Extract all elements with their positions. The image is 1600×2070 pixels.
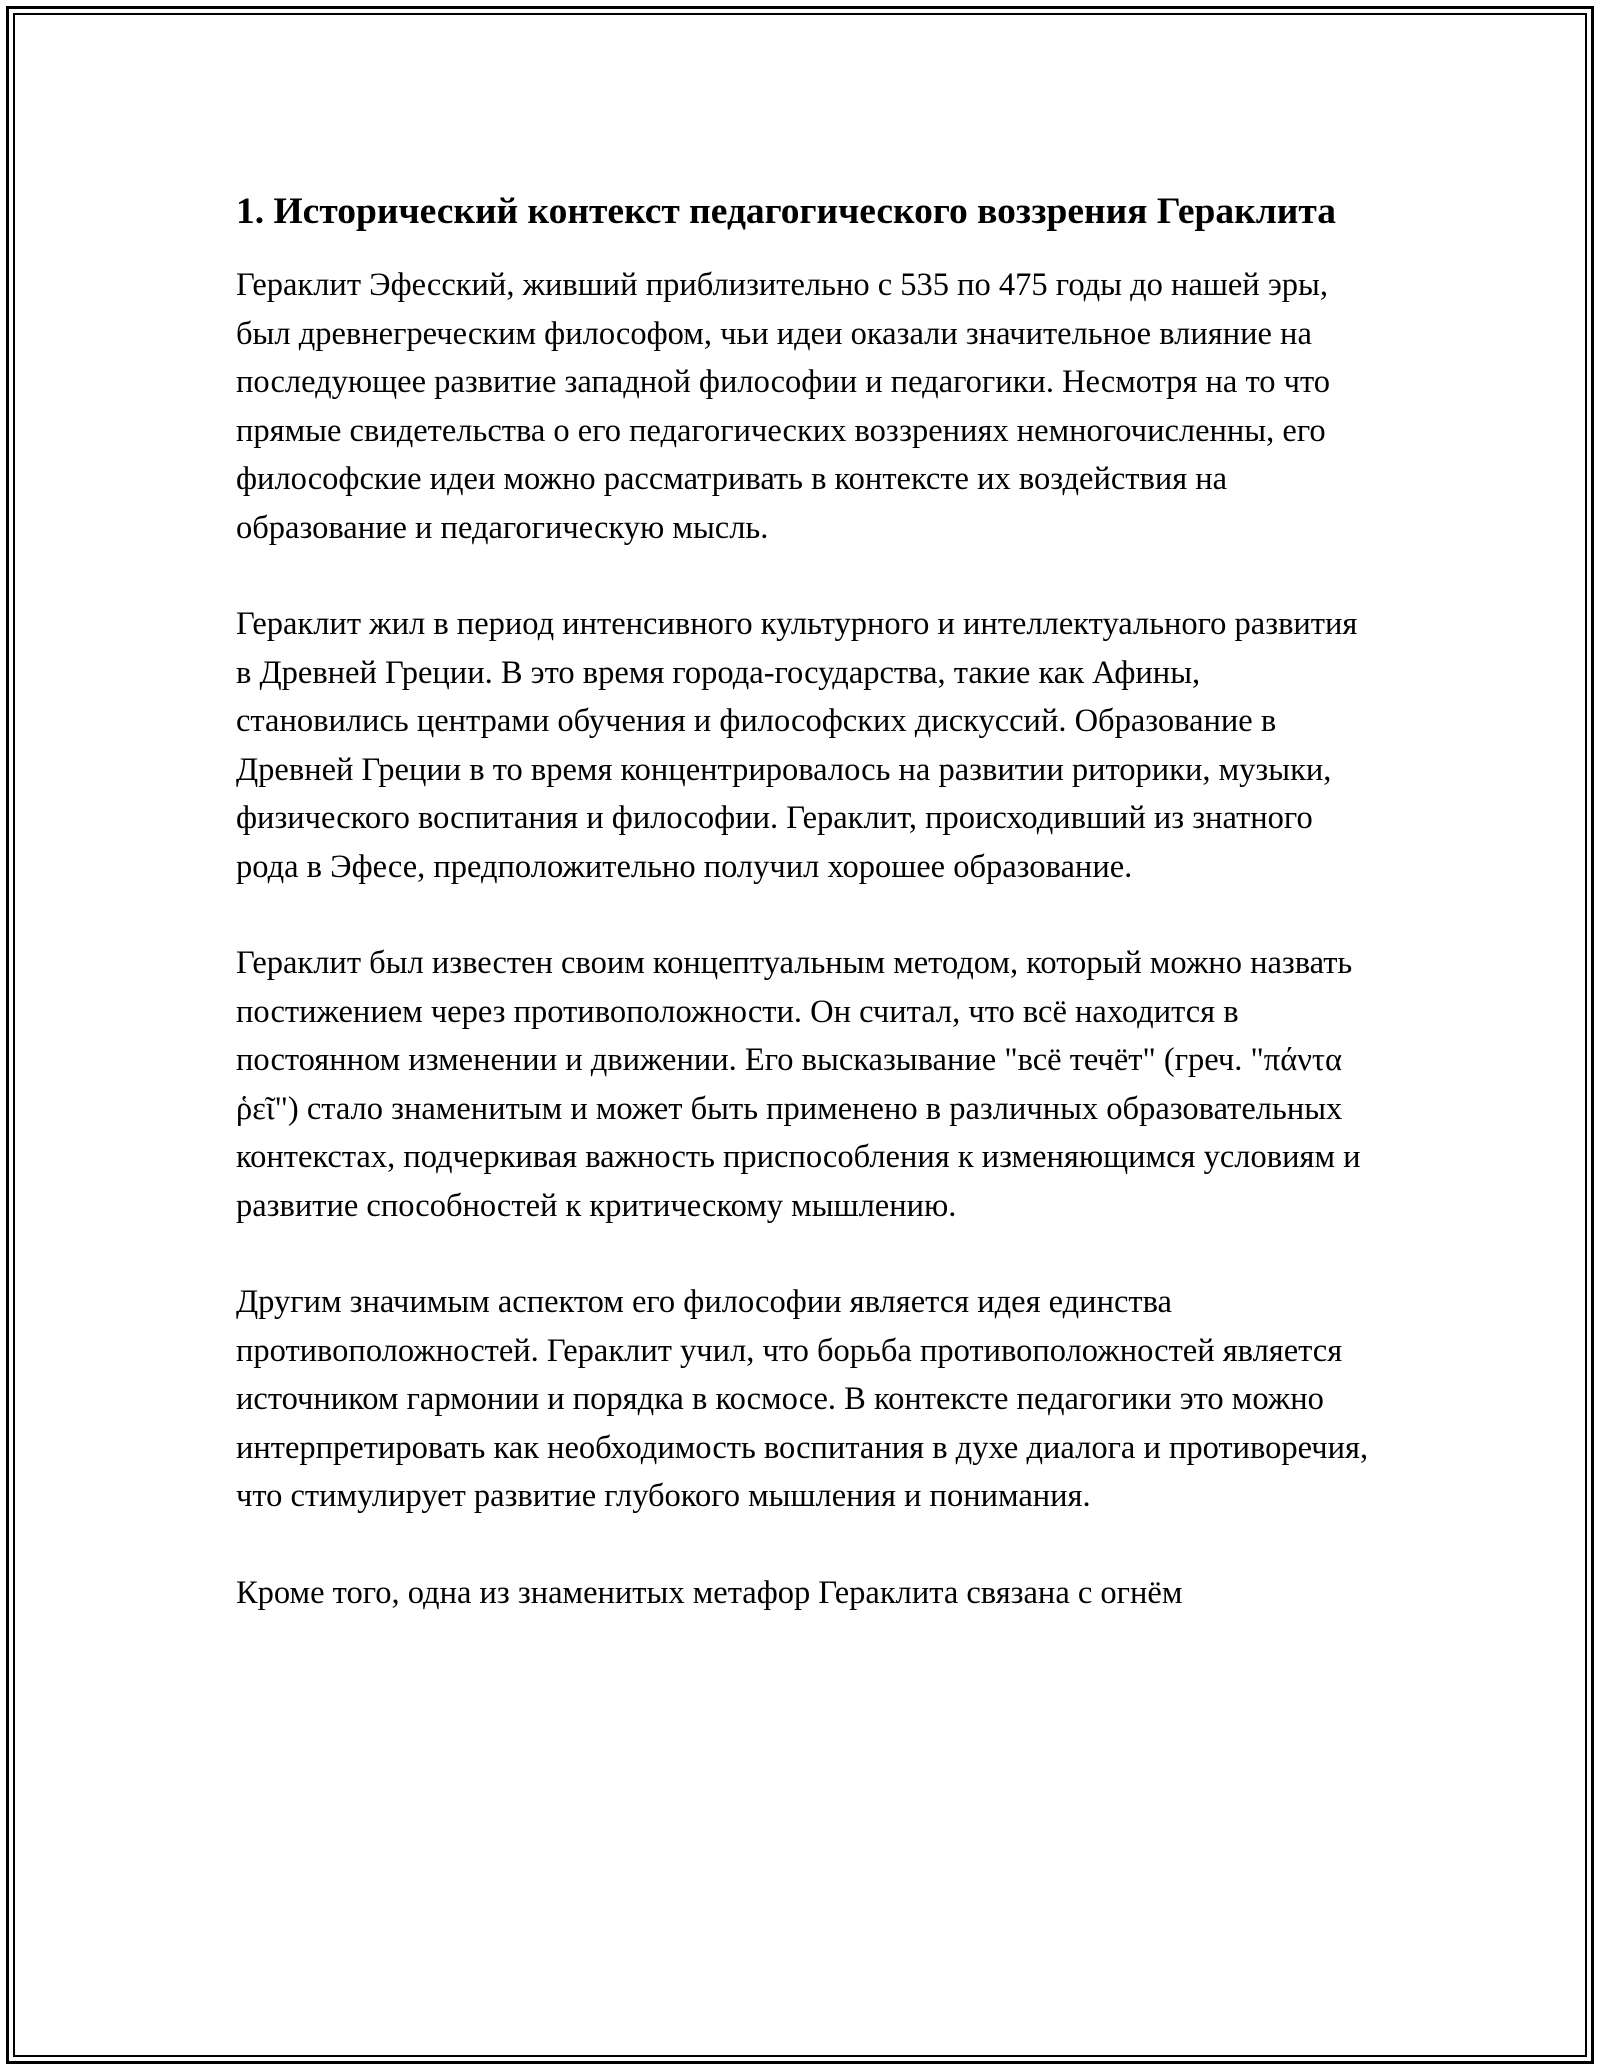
paragraph-2: Гераклит жил в период интенсивного культурного и интеллектуального развития в Древней Греции. В это время города-государства, такие как Афины, становились центрами обучения и философских дискуссий. Образование в Древней Греции в то время концентрировалось на развитии риторики, музыки, физического воспитания и философии. Гераклит, происходивший из знатного рода в Эфесе, предположительно получил хорошее образование. [236,606,1358,885]
paragraph-5: Кроме того, одна из знаменитых метафор Гераклита связана с огнём [236,1574,1183,1611]
document-body [236,184,1376,1665]
paragraph-4: Другим значимым аспектом его философии является идея единства противоположностей. Гераклит учил, что борьба противоположностей является источником гармонии и порядка в космосе. В контексте педагогики это можно интерпретировать как необходимость воспитания в духе диалога и противоречия, что стимулирует развитие глубокого мышления и понимания. [236,1284,1369,1514]
paragraph-3: Гераклит был известен своим концептуальным методом, который можно назвать постижением через противоположности. Он считал, что всё находится в постоянном изменении и движении. Его высказывание "всё течёт" (греч. "πάντα ῥεῖ") стало знаменитым и может быть применено в различных образовательных контекстах, подчеркивая важность приспособления к изменяющимся условиям и развитие способностей к критическому мышлению. [236,945,1361,1224]
paragraph-1: Гераклит Эфесский, живший приблизительно с 535 по 475 годы до нашей эры, был древнегреческим философом, чьи идеи оказали значительное влияние на последующее развитие западной философии и педагогики. Несмотря на то что прямые свидетельства о его педагогических воззрениях немногочисленны, его философские идеи можно рассматривать в контексте их воздействия на образование и педагогическую мысль. [236,267,1330,546]
section-heading: 1. Исторический контекст педагогического воззрения Гераклита [236,191,1336,232]
